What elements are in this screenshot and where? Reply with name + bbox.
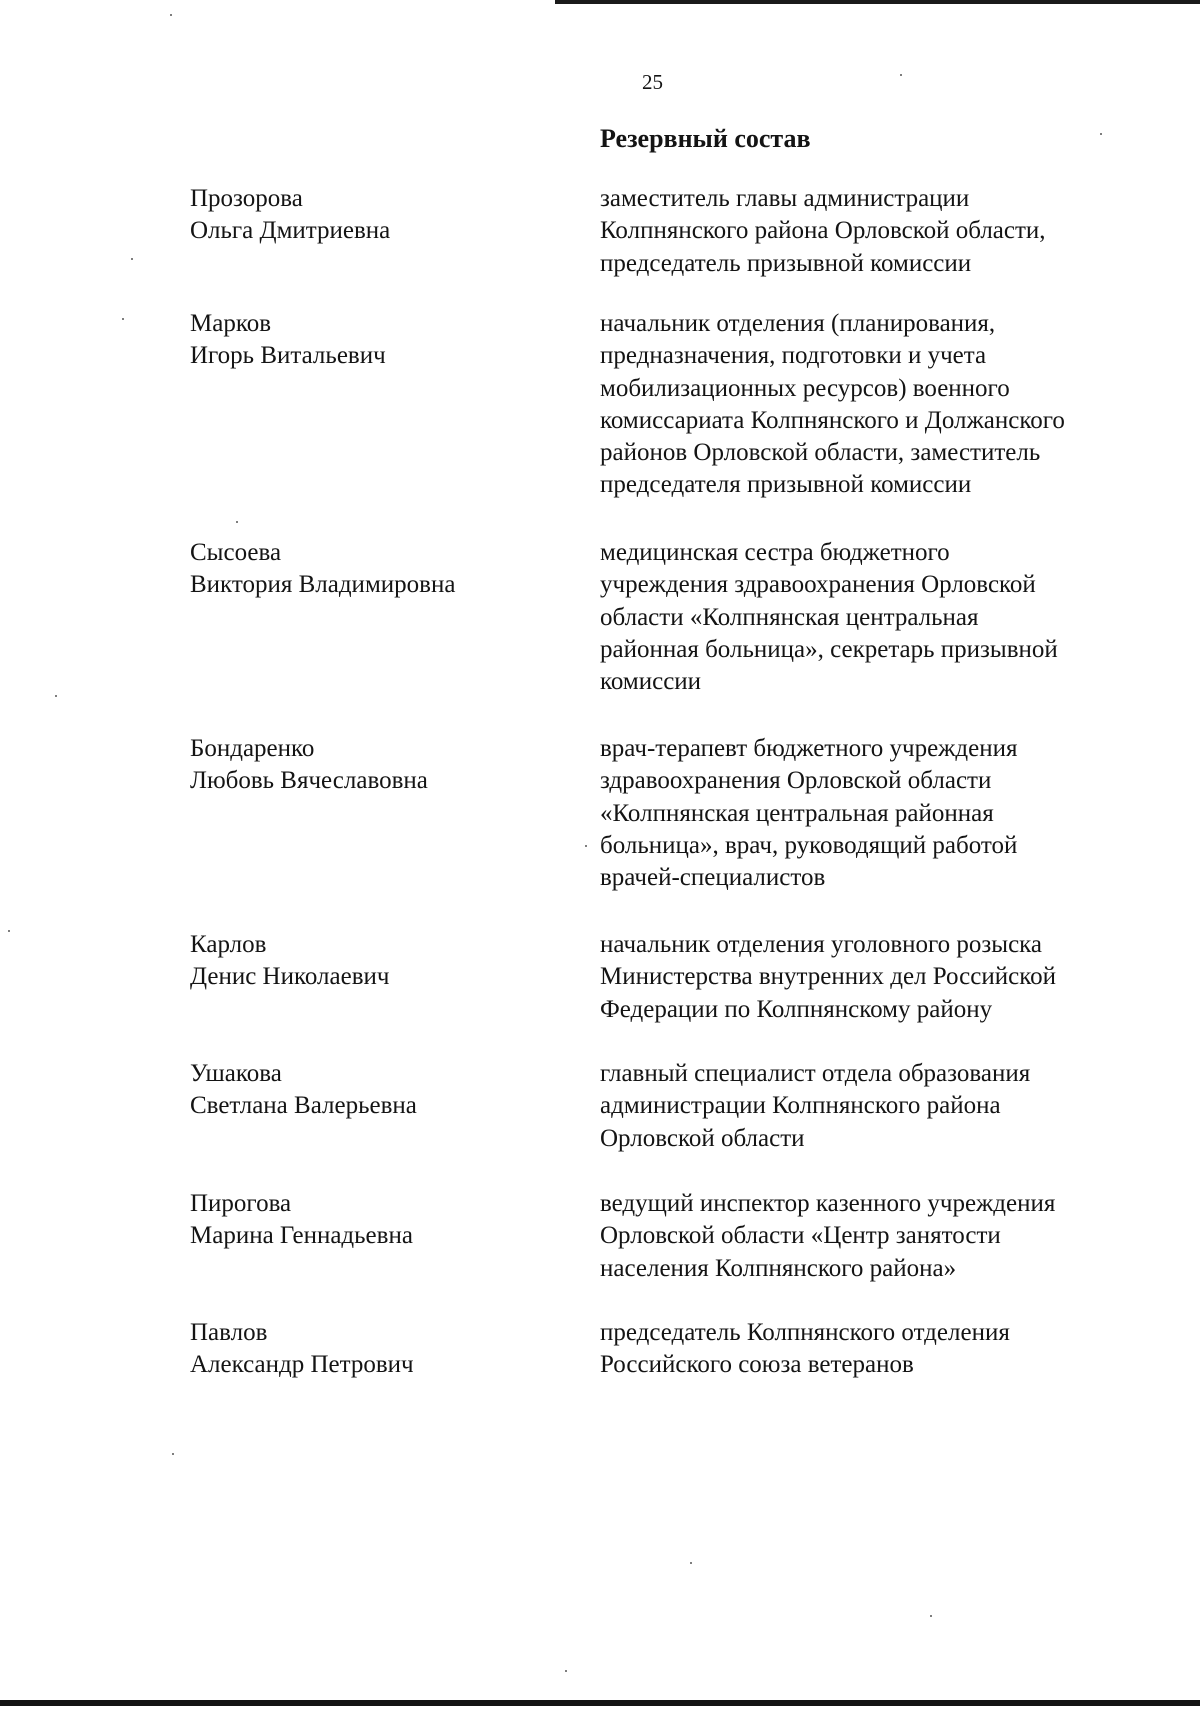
member-name: [190, 183, 550, 247]
section-heading: Резервный состав: [600, 124, 811, 153]
member-given-names: Денис Николаевич: [190, 963, 390, 990]
member-surname: Павлов: [190, 1319, 268, 1346]
member-name: [190, 308, 550, 372]
bottom-edge-rule: [0, 1700, 1200, 1706]
member-position: начальник отделения уголовного розыска Министерства внутренних дел Российской Федерации по Колпнянскому району: [600, 931, 1056, 1023]
member-position: заместитель главы администрации Колпнянского района Орловской области, председатель призывной комиссии: [600, 185, 1046, 277]
member-given-names: Ольга Дмитриевна: [190, 217, 391, 244]
scan-speck: [122, 318, 124, 320]
scan-speck: [690, 1562, 692, 1564]
member-name: [190, 1188, 550, 1252]
member-name: [190, 537, 550, 601]
member-position: ведущий инспектор казенного учреждения Орловской области «Центр занятости населения Колпнянского района»: [600, 1190, 1056, 1282]
member-position: главный специалист отдела образования администрации Колпнянского района Орловской области: [600, 1060, 1031, 1152]
scan-speck: [170, 14, 172, 16]
scan-speck: [131, 258, 133, 260]
member-given-names: Любовь Вячеславовна: [190, 767, 428, 794]
member-given-names: Игорь Витальевич: [190, 342, 386, 369]
member-surname: Карлов: [190, 931, 267, 958]
member-position: председатель Колпнянского отделения Российского союза ветеранов: [600, 1319, 1010, 1379]
scan-speck: [8, 930, 10, 932]
scan-speck: [172, 1453, 174, 1455]
scan-speck: [236, 521, 238, 523]
member-name: [190, 929, 550, 993]
member-surname: Пирогова: [190, 1190, 292, 1217]
member-surname: Сысоева: [190, 539, 282, 566]
scan-speck: [565, 1670, 567, 1672]
member-surname: Бондаренко: [190, 735, 315, 762]
member-given-names: Виктория Владимировна: [190, 571, 456, 598]
member-position: начальник отделения (планирования, предназначения, подготовки и учета мобилизационных ресурсов) военного комиссариата Колпнянского и Должанского районов Орловской области, заместитель председателя призывной комиссии: [600, 310, 1065, 499]
member-position: врач-терапевт бюджетного учреждения здравоохранения Орловской области «Колпнянская центральная районная больница», врач, руководящий работой врачей-специалистов: [600, 735, 1018, 892]
member-position: медицинская сестра бюджетного учреждения здравоохранения Орловской области «Колпнянская центральная районная больница», секретарь призывной комиссии: [600, 539, 1058, 696]
member-given-names: Светлана Валерьевна: [190, 1092, 417, 1119]
member-surname: Марков: [190, 310, 272, 337]
member-name: [190, 733, 550, 797]
member-surname: Прозорова: [190, 185, 303, 212]
scan-speck: [1100, 133, 1102, 135]
member-given-names: Александр Петрович: [190, 1351, 414, 1378]
member-name: [190, 1058, 550, 1122]
member-surname: Ушакова: [190, 1060, 282, 1087]
scan-speck: [930, 1615, 932, 1617]
member-given-names: Марина Геннадьевна: [190, 1222, 413, 1249]
scan-speck: [55, 695, 57, 697]
scan-speck: [900, 74, 902, 76]
scan-speck: [585, 845, 587, 847]
page-number: 25: [642, 70, 663, 94]
member-name: [190, 1317, 550, 1381]
